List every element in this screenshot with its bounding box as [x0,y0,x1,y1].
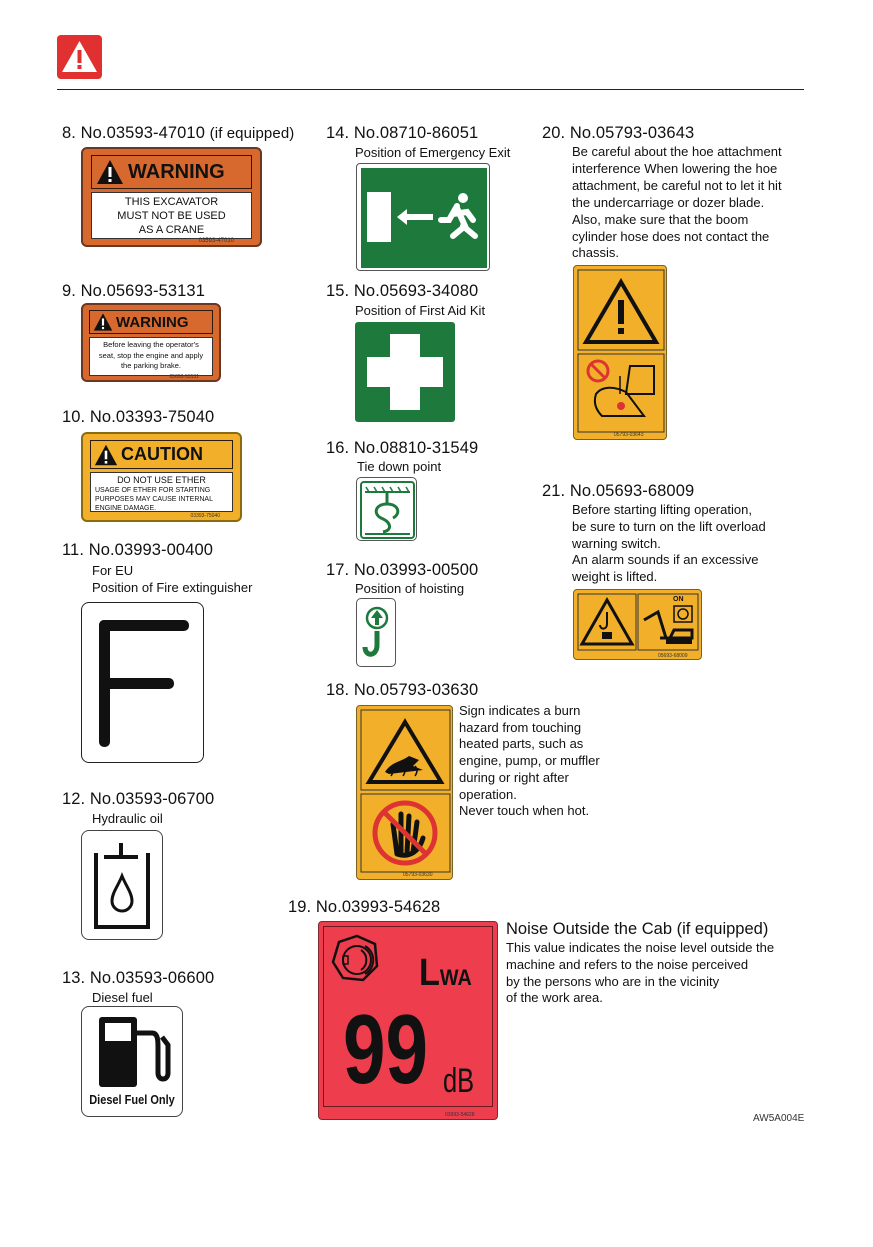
lift-overload-icon [574,590,703,661]
fuel-caption: Diesel Fuel Only [89,1093,175,1107]
part-number: 05693-53131 [169,374,199,380]
label-message: Before leaving the operator's seat, stop the engine and apply the parking brake. [89,337,213,376]
item-20-desc: Be careful about the hoe attachment interference When lowering the hoe attachment, be careful not to let it hit the undercarriage or dozer blade. Also, make sure that the boom cylinder hose does not contact the chassis. [572,144,782,261]
on-indicator: ON [673,596,684,603]
label-message: THIS EXCAVATOR MUST NOT BE USED AS A CRANE [91,192,252,239]
item-16-desc: Tie down point [357,459,442,474]
letter-f-icon [82,603,205,764]
fire-extinguisher-sign [81,602,204,763]
diesel-fuel-sign [81,1006,183,1117]
item-13-desc: Diesel fuel [92,990,153,1005]
lwa-label: LWA [419,952,472,994]
item-15-title: 15. No.05693-34080 [326,282,479,300]
fuel-pump-icon [82,1007,184,1091]
item-19-title: 19. No.03993-54628 [288,898,441,916]
item-17-title: 17. No.03993-00500 [326,561,479,579]
item-15-desc: Position of First Aid Kit [355,303,486,318]
item-8-title: 8. No.03593-47010 (if equipped) [62,124,295,142]
emergency-exit-icon [357,164,491,272]
alert-triangle-icon [92,312,114,332]
signal-band [91,155,252,189]
emergency-exit-sign [356,163,490,271]
item-10-title: 10. No.03393-75040 [62,408,215,426]
header-rule [57,89,804,90]
item-18-desc: Sign indicates a burn hazard from touching heated parts, such as engine, pump, or muffler during or right after operation. Never touch when hot. [459,703,600,819]
item-21-desc: Before starting lifting operation, be sure to turn on the lift overload warning switch. An alarm sounds if an excessive weight is lifted. [572,502,766,585]
item-11-title: 11. No.03993-00400 [62,541,214,559]
item-14-title: 14. No.08710-86051 [326,124,479,142]
part-number: 03593-47010 [198,238,234,244]
hook-arrow-icon [357,599,397,668]
item-19-desc: This value indicates the noise level outside the machine and refers to the noise perceived by the persons who are in the vicinity of the work area. [506,940,775,1006]
item-12-title: 12. No.03593-06700 [62,790,215,808]
tie-down-icon [357,478,418,542]
part-number: 03993-54628 [445,1112,475,1118]
part-number: 03393-75040 [190,513,220,519]
label-03393-75040 [81,432,242,522]
lift-overload-label [573,589,702,660]
burn-hazard-label [356,705,453,880]
item-11-desc: For EU Position of Fire extinguisher [92,563,253,595]
item-12-desc: Hydraulic oil [92,811,163,826]
item-21-title: 21. No.05693-68009 [542,482,695,500]
hoe-interference-icon [574,266,668,441]
item-9-title: 9. No.05693-53131 [62,282,205,300]
tie-down-sign [356,477,417,541]
hoisting-sign [356,598,396,667]
part-number: 05693-68009 [658,653,688,659]
noise-heading: Noise Outside the Cab (if equipped) [506,920,769,938]
signal-word: CAUTION [121,444,203,464]
item-14-desc: Position of Emergency Exit [355,145,511,160]
part-number: 05793-03643 [614,432,644,438]
item-17-desc: Position of hoisting [355,581,465,596]
first-aid-sign [355,322,455,422]
alert-triangle-icon [93,443,119,467]
item-18-title: 18. No.05793-03630 [326,681,479,699]
figure-code: AW5A004E [753,1113,805,1124]
header-warning-icon [57,35,102,79]
item-13-title: 13. No.03593-06600 [62,969,215,987]
item-20-title: 20. No.05793-03643 [542,124,695,142]
alert-triangle-icon [95,158,125,186]
hoe-interference-label [573,265,667,440]
noise-unit: dB [443,1062,475,1100]
first-aid-cross-icon [355,322,455,422]
part-number: 05793-03630 [403,872,433,878]
label-message: DO NOT USE ETHER USAGE OF ETHER FOR STARTING PURPOSES MAY CAUSE INTERNAL ENGINE DAMAGE. [90,472,233,512]
signal-band [89,310,213,334]
label-03593-47010 [81,147,262,247]
signal-word: WARNING [128,160,225,183]
item-16-title: 16. No.08810-31549 [326,439,479,457]
hydraulic-oil-sign [81,830,163,940]
hot-surface-icon [357,706,454,881]
signal-band [90,440,233,469]
noise-value: 99 [343,994,429,1104]
hydraulic-oil-icon [82,831,164,941]
signal-word: WARNING [116,313,189,331]
label-05693-53131 [81,303,221,382]
noise-label [318,921,498,1120]
